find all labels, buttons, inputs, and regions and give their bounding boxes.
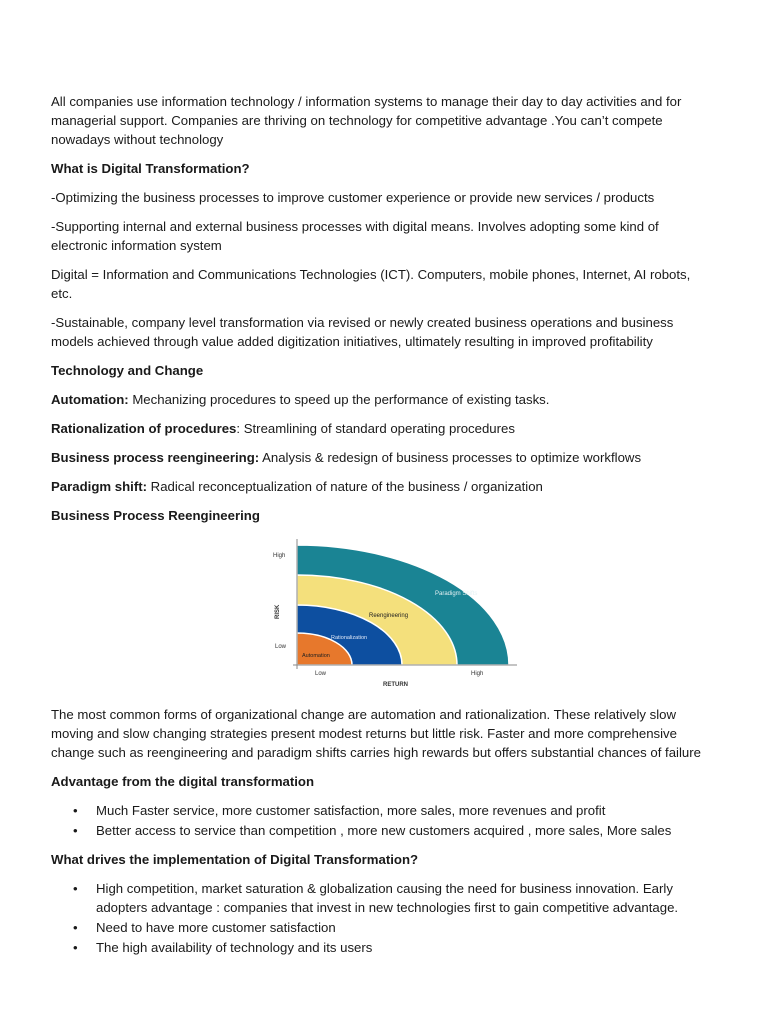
bullet: • bbox=[73, 940, 78, 955]
term: Rationalization of procedures bbox=[51, 421, 237, 436]
band-label-automation: Automation bbox=[302, 653, 330, 659]
list-item bbox=[51, 879, 713, 917]
definition-rationalization bbox=[51, 419, 713, 438]
heading-bpr: Business Process Reengineering bbox=[51, 508, 260, 523]
term: Paradigm shift: bbox=[51, 479, 147, 494]
definition-text: Mechanizing procedures to speed up the performance of existing tasks. bbox=[128, 392, 550, 407]
definition-text: Analysis & redesign of business processes to optimize workflows bbox=[259, 450, 642, 465]
band-label-reengineering: Reengineering bbox=[369, 613, 409, 619]
dt-point: -Optimizing the business processes to improve customer experience or provide new services / products bbox=[51, 190, 655, 205]
definition-text: Radical reconceptualization of nature of the business / organization bbox=[147, 479, 543, 494]
risk-return-figure bbox=[51, 535, 713, 695]
list-item bbox=[51, 938, 713, 957]
list-item bbox=[51, 821, 713, 840]
advantage-list bbox=[51, 801, 713, 840]
band-label-paradigm-shifts: Paradigm Shifts bbox=[435, 591, 478, 597]
list-item-text: High competition, market saturation & globalization causing the need for business innovation. Early adopters advantage : companies that invest in new technologies first to gain competitive advantage. bbox=[96, 881, 679, 915]
dt-point: -Supporting internal and external business processes with digital means. Involves adopting some kind of electronic information system bbox=[51, 219, 659, 253]
dt-point: Digital = Information and Communications Technologies (ICT). Computers, mobile phones, Internet, AI robots, etc. bbox=[51, 267, 691, 301]
term: Business process reengineering: bbox=[51, 450, 260, 465]
x-axis-label: RETURN bbox=[383, 682, 408, 688]
list-item-text: Much Faster service, more customer satisfaction, more sales, more revenues and profit bbox=[96, 803, 606, 818]
x-low-label: Low bbox=[315, 671, 327, 677]
term: Automation: bbox=[51, 392, 129, 407]
heading-drives: What drives the implementation of Digital Transformation? bbox=[51, 852, 419, 867]
definition-paradigm-shift bbox=[51, 477, 713, 496]
bullet: • bbox=[73, 881, 78, 896]
list-item bbox=[51, 918, 713, 937]
list-item-text: Need to have more customer satisfaction bbox=[96, 920, 336, 935]
drives-list bbox=[51, 879, 713, 957]
heading-technology-change: Technology and Change bbox=[51, 363, 204, 378]
y-high-label: High bbox=[273, 553, 286, 559]
intro-paragraph: All companies use information technology / information systems to manage their day to day activities and for managerial support. Companies are thriving on technology for competitive advantage .You can’t compete nowadays without technology bbox=[51, 94, 682, 147]
definition-bpr bbox=[51, 448, 713, 467]
after-figure-paragraph: The most common forms of organizational change are automation and rationalization. These relatively slow moving and slow changing strategies present modest returns but little risk. Faster and more comprehensive change such as reengineering and paradigm shifts carries high rewards but offers substantial chances of failure bbox=[51, 707, 701, 760]
x-high-label: High bbox=[471, 671, 484, 677]
document-page bbox=[51, 92, 713, 967]
definition-text: : Streamlining of standard operating procedures bbox=[236, 421, 515, 436]
list-item bbox=[51, 801, 713, 820]
band-label-rationalization: Rationalization bbox=[331, 635, 368, 641]
risk-return-diagram bbox=[267, 535, 577, 690]
list-item-text: Better access to service than competition , more new customers acquired , more sales, More sales bbox=[96, 823, 672, 838]
bullet: • bbox=[73, 823, 78, 838]
heading-advantage: Advantage from the digital transformation bbox=[51, 774, 315, 789]
dt-point: -Sustainable, company level transformation via revised or newly created business operations and business models achieved through value added digitization initiatives, ultimately resulting in improved profitability bbox=[51, 315, 674, 349]
y-axis-label: RISK bbox=[275, 604, 281, 619]
bullet: • bbox=[73, 920, 78, 935]
bullet: • bbox=[73, 803, 78, 818]
list-item-text: The high availability of technology and its users bbox=[96, 940, 373, 955]
y-low-label: Low bbox=[275, 644, 287, 650]
heading-digital-transformation: What is Digital Transformation? bbox=[51, 161, 250, 176]
definition-automation bbox=[51, 390, 713, 409]
